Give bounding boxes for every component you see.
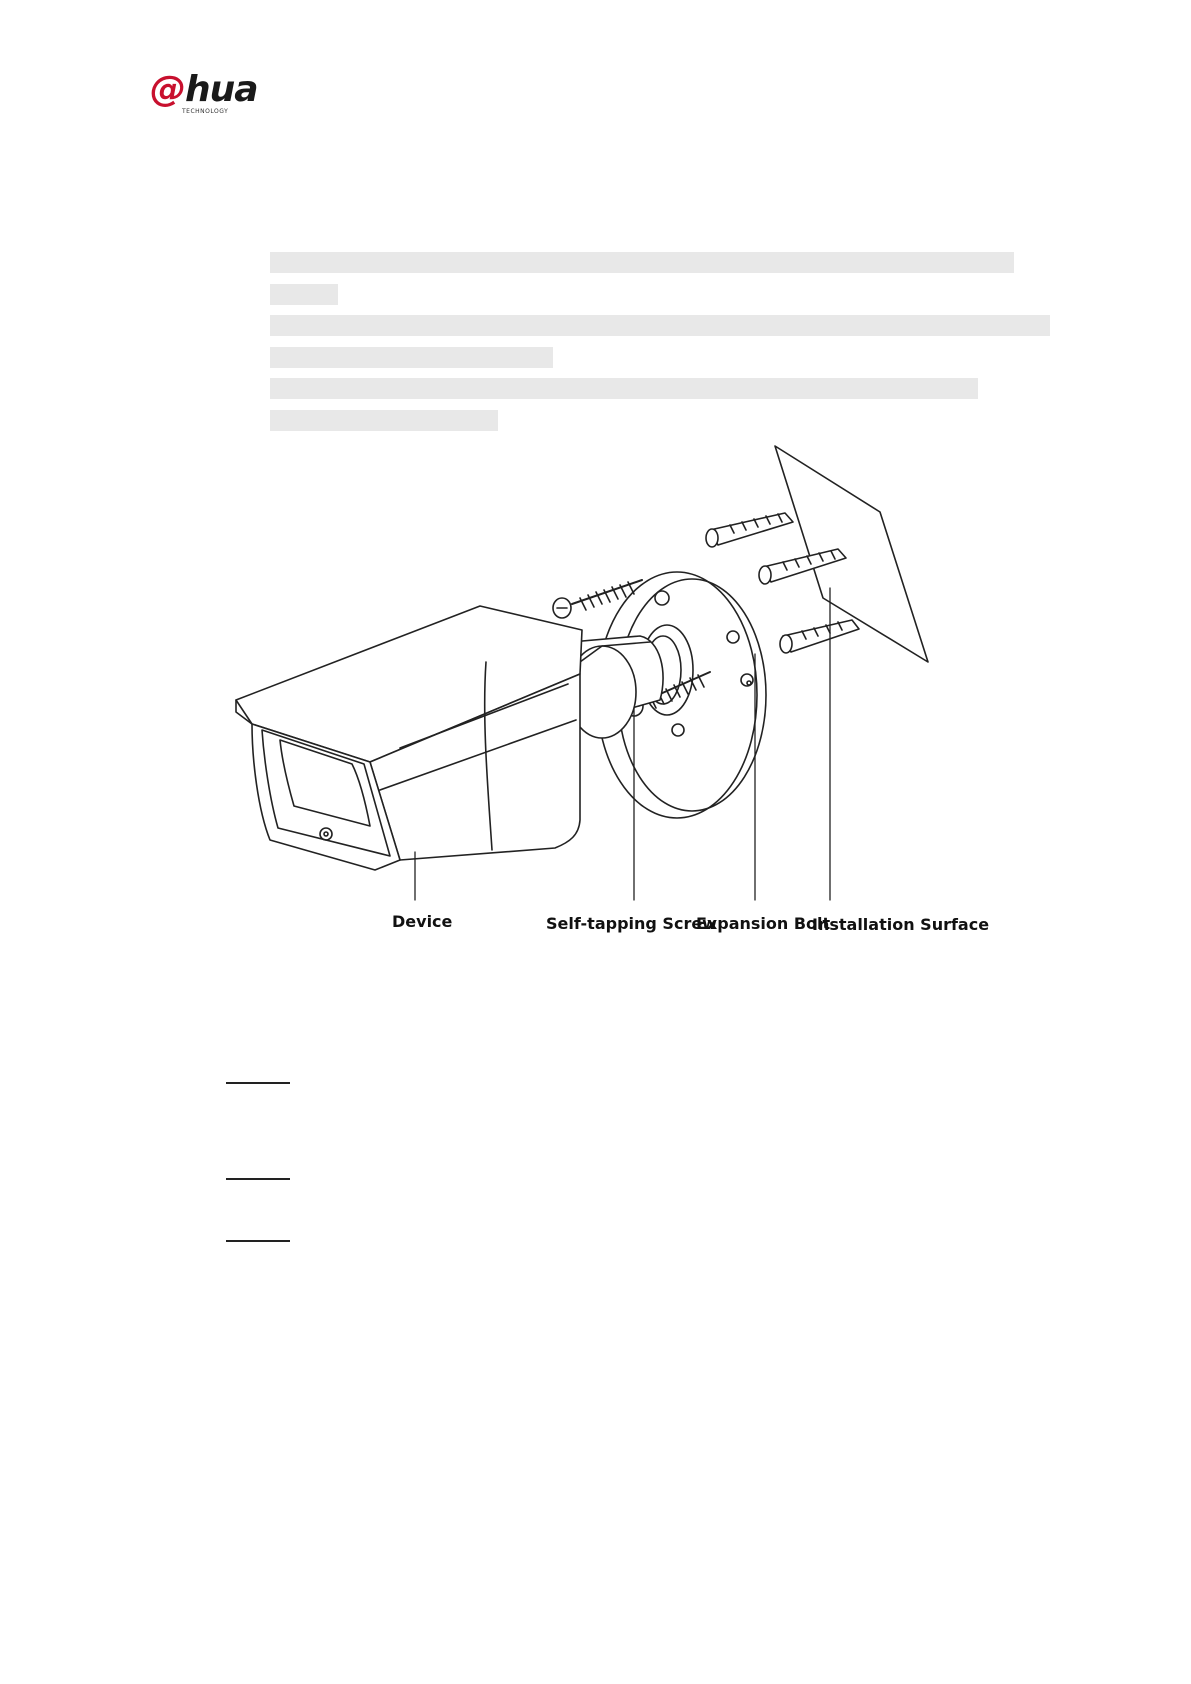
step-rule xyxy=(226,1240,290,1242)
label-device: Device xyxy=(392,912,453,931)
logo-subtitle: TECHNOLOGY xyxy=(182,108,229,115)
expansion-bolt-3 xyxy=(780,620,859,653)
redacted-line xyxy=(270,315,1050,336)
redacted-line xyxy=(270,378,978,399)
label-self-tapping-screw: Self-tapping Screw xyxy=(546,914,717,933)
camera-body xyxy=(236,606,582,870)
redacted-line xyxy=(270,347,553,368)
redacted-line xyxy=(270,252,1014,273)
logo-wordmark: @hua xyxy=(150,69,258,110)
step-rule xyxy=(226,1082,290,1084)
label-installation-surface: Installation Surface xyxy=(812,915,990,934)
dahua-logo xyxy=(150,70,280,122)
expansion-bolt-1 xyxy=(706,513,793,547)
redacted-line xyxy=(270,284,338,305)
label-expansion-bolt: Expansion Bolt xyxy=(696,914,831,933)
redacted-line xyxy=(270,410,498,431)
installation-figure xyxy=(230,430,1050,1000)
step-rule xyxy=(226,1178,290,1180)
